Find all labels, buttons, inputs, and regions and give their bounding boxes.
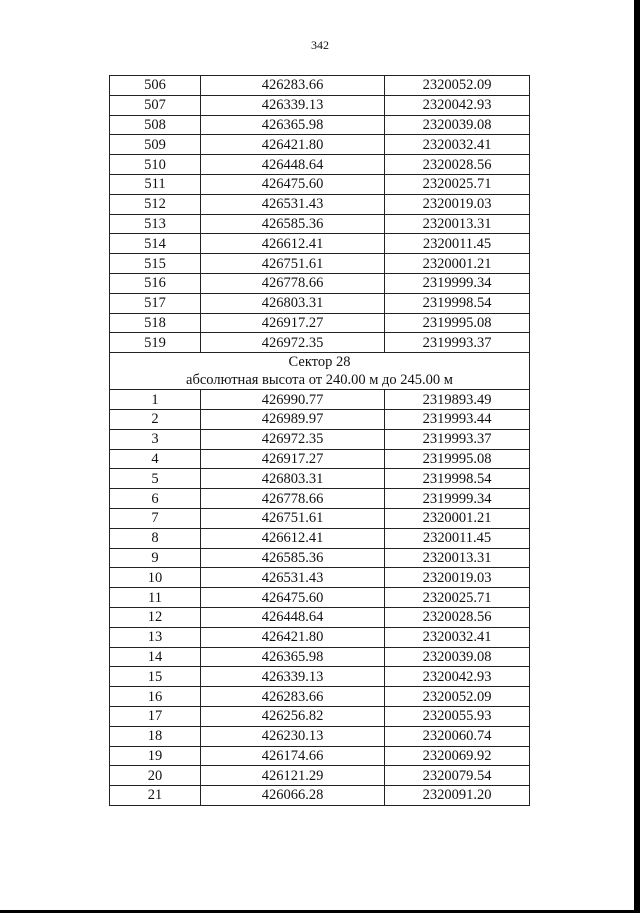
y-coordinate-cell: 2320013.31 [385,214,530,234]
x-coordinate-cell: 426121.29 [201,766,385,786]
point-number-cell: 18 [110,726,201,746]
y-coordinate-cell: 2320055.93 [385,706,530,726]
point-number-cell: 1 [110,390,201,410]
x-coordinate-cell: 426256.82 [201,706,385,726]
point-number-cell: 519 [110,333,201,353]
rows-before-sector [110,76,530,353]
x-coordinate-cell: 426972.35 [201,333,385,353]
table-row [110,174,530,194]
y-coordinate-cell: 2319893.49 [385,390,530,410]
x-coordinate-cell: 426803.31 [201,293,385,313]
table-row [110,746,530,766]
point-number-cell: 21 [110,786,201,806]
table-row [110,333,530,353]
y-coordinate-cell: 2320039.08 [385,647,530,667]
point-number-cell: 506 [110,76,201,96]
sector-header [110,353,530,390]
table-row [110,449,530,469]
table-row [110,469,530,489]
point-number-cell: 20 [110,766,201,786]
point-number-cell: 6 [110,489,201,509]
x-coordinate-cell: 426531.43 [201,194,385,214]
table-row [110,607,530,627]
y-coordinate-cell: 2320069.92 [385,746,530,766]
y-coordinate-cell: 2320079.54 [385,766,530,786]
table-row [110,135,530,155]
point-number-cell: 13 [110,627,201,647]
x-coordinate-cell: 426339.13 [201,95,385,115]
x-coordinate-cell: 426475.60 [201,588,385,608]
y-coordinate-cell: 2319993.37 [385,429,530,449]
x-coordinate-cell: 426066.28 [201,786,385,806]
table-row [110,528,530,548]
x-coordinate-cell: 426778.66 [201,489,385,509]
point-number-cell: 12 [110,607,201,627]
point-number-cell: 4 [110,449,201,469]
x-coordinate-cell: 426365.98 [201,115,385,135]
x-coordinate-cell: 426421.80 [201,627,385,647]
point-number-cell: 510 [110,155,201,175]
y-coordinate-cell: 2320032.41 [385,135,530,155]
sector-header-group [110,353,530,390]
point-number-cell: 513 [110,214,201,234]
x-coordinate-cell: 426365.98 [201,647,385,667]
table-row [110,568,530,588]
point-number-cell: 514 [110,234,201,254]
y-coordinate-cell: 2320019.03 [385,568,530,588]
table-row [110,647,530,667]
x-coordinate-cell: 426989.97 [201,409,385,429]
y-coordinate-cell: 2320001.21 [385,254,530,274]
scan-edge-right [634,0,640,913]
y-coordinate-cell: 2320025.71 [385,588,530,608]
x-coordinate-cell: 426585.36 [201,548,385,568]
sector-subtitle: абсолютная высота от 240.00 м до 245.00 м [186,372,453,389]
x-coordinate-cell: 426612.41 [201,234,385,254]
table-row [110,429,530,449]
y-coordinate-cell: 2320001.21 [385,508,530,528]
y-coordinate-cell: 2320011.45 [385,234,530,254]
point-number-cell: 5 [110,469,201,489]
y-coordinate-cell: 2320052.09 [385,76,530,96]
point-number-cell: 516 [110,273,201,293]
x-coordinate-cell: 426751.61 [201,508,385,528]
point-number-cell: 9 [110,548,201,568]
x-coordinate-cell: 426283.66 [201,76,385,96]
x-coordinate-cell: 426230.13 [201,726,385,746]
y-coordinate-cell: 2320060.74 [385,726,530,746]
page-number: 342 [311,38,329,52]
point-number-cell: 10 [110,568,201,588]
point-number-cell: 8 [110,528,201,548]
y-coordinate-cell: 2319993.44 [385,409,530,429]
x-coordinate-cell: 426917.27 [201,449,385,469]
y-coordinate-cell: 2319999.34 [385,273,530,293]
table-row [110,687,530,707]
x-coordinate-cell: 426585.36 [201,214,385,234]
point-number-cell: 507 [110,95,201,115]
x-coordinate-cell: 426448.64 [201,155,385,175]
table-row [110,627,530,647]
x-coordinate-cell: 426448.64 [201,607,385,627]
point-number-cell: 517 [110,293,201,313]
x-coordinate-cell: 426421.80 [201,135,385,155]
table-row [110,273,530,293]
y-coordinate-cell: 2319993.37 [385,333,530,353]
table-row [110,293,530,313]
y-coordinate-cell: 2319995.08 [385,313,530,333]
table-row [110,313,530,333]
table-row [110,234,530,254]
x-coordinate-cell: 426174.66 [201,746,385,766]
table-row [110,706,530,726]
table-row [110,194,530,214]
y-coordinate-cell: 2320039.08 [385,115,530,135]
x-coordinate-cell: 426475.60 [201,174,385,194]
table-row [110,508,530,528]
point-number-cell: 11 [110,588,201,608]
point-number-cell: 2 [110,409,201,429]
point-number-cell: 512 [110,194,201,214]
x-coordinate-cell: 426339.13 [201,667,385,687]
table-row [110,155,530,175]
point-number-cell: 7 [110,508,201,528]
y-coordinate-cell: 2320025.71 [385,174,530,194]
point-number-cell: 16 [110,687,201,707]
point-number-cell: 14 [110,647,201,667]
point-number-cell: 515 [110,254,201,274]
table-row [110,548,530,568]
table-row [110,766,530,786]
y-coordinate-cell: 2320028.56 [385,155,530,175]
table-row [110,115,530,135]
x-coordinate-cell: 426612.41 [201,528,385,548]
point-number-cell: 17 [110,706,201,726]
x-coordinate-cell: 426751.61 [201,254,385,274]
sector-header-row [110,353,530,390]
x-coordinate-cell: 426972.35 [201,429,385,449]
point-number-cell: 509 [110,135,201,155]
table-row [110,667,530,687]
y-coordinate-cell: 2319995.08 [385,449,530,469]
rows-after-sector [110,390,530,806]
x-coordinate-cell: 426531.43 [201,568,385,588]
table-row [110,76,530,96]
table-row [110,588,530,608]
x-coordinate-cell: 426803.31 [201,469,385,489]
y-coordinate-cell: 2320052.09 [385,687,530,707]
point-number-cell: 511 [110,174,201,194]
table-row [110,390,530,410]
point-number-cell: 15 [110,667,201,687]
y-coordinate-cell: 2320042.93 [385,667,530,687]
x-coordinate-cell: 426778.66 [201,273,385,293]
y-coordinate-cell: 2319999.34 [385,489,530,509]
y-coordinate-cell: 2319998.54 [385,469,530,489]
y-coordinate-cell: 2320032.41 [385,627,530,647]
y-coordinate-cell: 2320013.31 [385,548,530,568]
table-row [110,95,530,115]
y-coordinate-cell: 2320042.93 [385,95,530,115]
coordinates-table [109,75,530,806]
y-coordinate-cell: 2319998.54 [385,293,530,313]
table-row [110,409,530,429]
point-number-cell: 508 [110,115,201,135]
table-row [110,254,530,274]
x-coordinate-cell: 426917.27 [201,313,385,333]
point-number-cell: 518 [110,313,201,333]
table-row [110,489,530,509]
point-number-cell: 3 [110,429,201,449]
table-row [110,726,530,746]
point-number-cell: 19 [110,746,201,766]
table-row [110,214,530,234]
sector-title: Сектор 28 [288,354,351,371]
y-coordinate-cell: 2320028.56 [385,607,530,627]
x-coordinate-cell: 426283.66 [201,687,385,707]
y-coordinate-cell: 2320011.45 [385,528,530,548]
x-coordinate-cell: 426990.77 [201,390,385,410]
table-row [110,786,530,806]
y-coordinate-cell: 2320019.03 [385,194,530,214]
y-coordinate-cell: 2320091.20 [385,786,530,806]
